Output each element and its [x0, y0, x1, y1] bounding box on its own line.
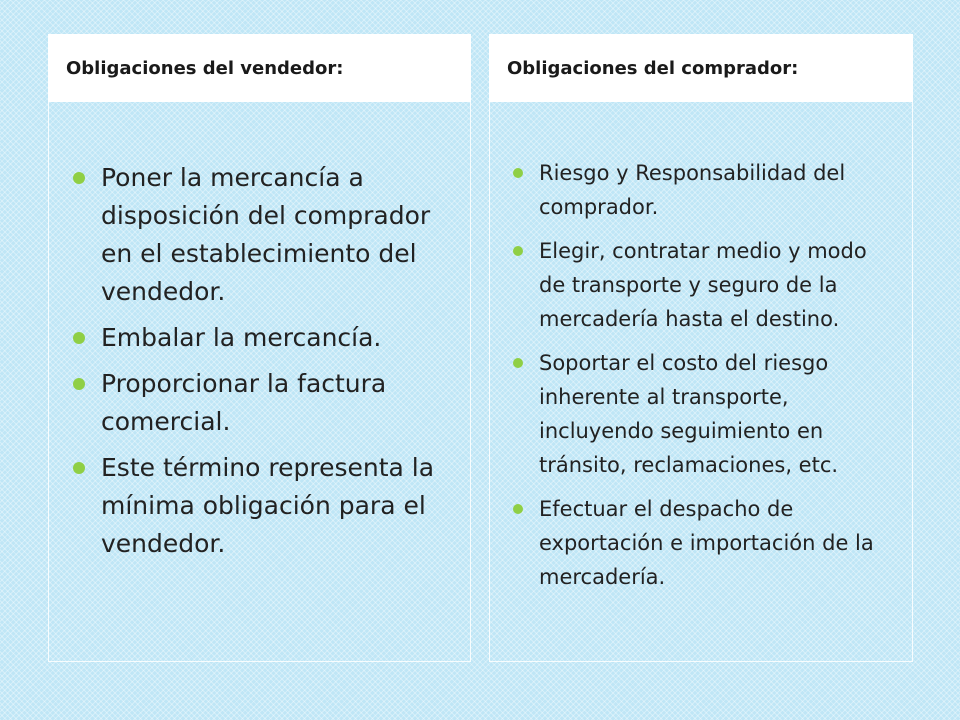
- list-item-text: Soportar el costo del riesgo inherente al transporte, incluyendo seguimiento en tránsito, reclamaciones, etc.: [539, 351, 839, 477]
- list-item: [101, 365, 452, 441]
- bullet-icon: [73, 332, 85, 344]
- buyer-obligations-heading: Obligaciones del comprador:: [489, 34, 913, 102]
- buyer-obligations-list: [490, 102, 912, 594]
- list-item-text: Elegir, contratar medio y modo de transporte y seguro de la mercadería hasta el destino.: [539, 239, 867, 331]
- list-item: [539, 492, 898, 594]
- buyer-obligations-column: [489, 34, 913, 662]
- bullet-icon: [513, 246, 523, 256]
- bullet-icon: [73, 378, 85, 390]
- list-item-text: Embalar la mercancía.: [101, 323, 382, 352]
- seller-obligations-list: [49, 102, 470, 563]
- list-item: [539, 234, 898, 336]
- list-item: [539, 156, 898, 224]
- list-item: [101, 449, 452, 563]
- bullet-icon: [513, 504, 523, 514]
- list-item-text: Este término representa la mínima obligación para el vendedor.: [101, 453, 435, 558]
- list-item-text: Proporcionar la factura comercial.: [101, 369, 387, 436]
- list-item-text: Riesgo y Responsabilidad del comprador.: [539, 161, 846, 219]
- list-item: [539, 346, 898, 482]
- seller-obligations-body: [48, 102, 471, 662]
- seller-obligations-column: [48, 34, 471, 662]
- list-item-text: Efectuar el despacho de exportación e importación de la mercadería.: [539, 497, 874, 589]
- seller-obligations-heading: Obligaciones del vendedor:: [48, 34, 471, 102]
- list-item-text: Poner la mercancía a disposición del comprador en el establecimiento del vendedor.: [101, 163, 431, 306]
- list-item: [101, 319, 452, 357]
- bullet-icon: [73, 172, 85, 184]
- bullet-icon: [73, 462, 85, 474]
- bullet-icon: [513, 358, 523, 368]
- bullet-icon: [513, 168, 523, 178]
- buyer-obligations-body: [489, 102, 913, 662]
- list-item: [101, 159, 452, 311]
